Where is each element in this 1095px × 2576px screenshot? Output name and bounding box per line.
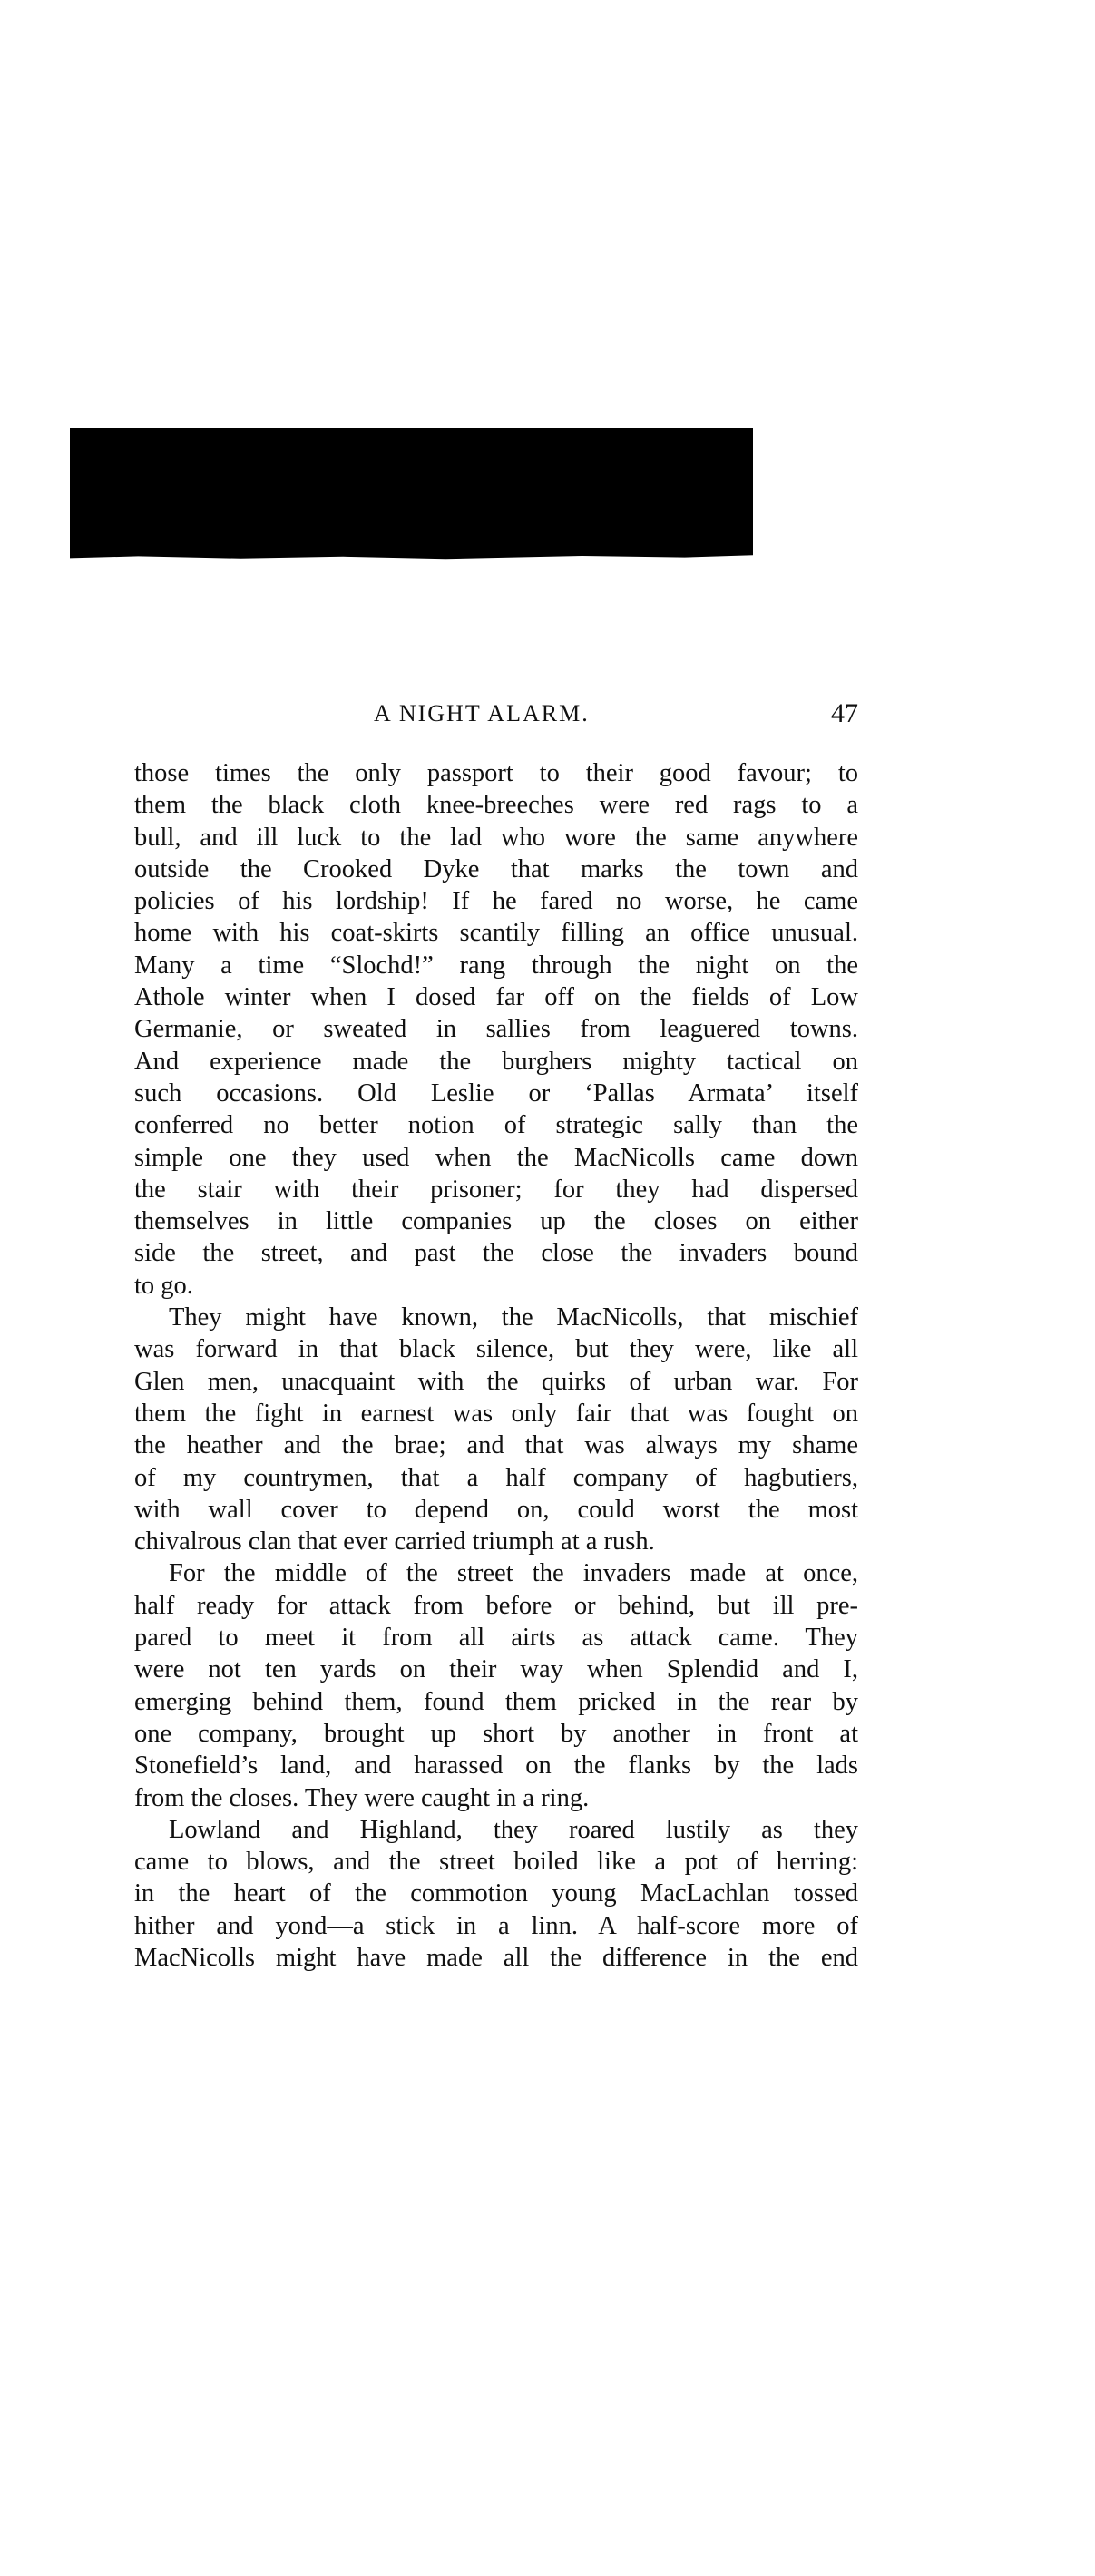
- text-line: And experience made the burghers mighty tactical on: [134, 1047, 858, 1076]
- text-line: chivalrous clan that ever carried triumph at a rush.: [134, 1527, 655, 1556]
- text-line: Glen men, unacquaint with the quirks of urban war. For: [134, 1367, 858, 1396]
- text-line: came to blows, and the street boiled like a pot of herring:: [134, 1848, 858, 1877]
- text-line: Germanie, or sweated in sallies from leaguered towns.: [134, 1015, 858, 1044]
- text-line: emerging behind them, found them pricked in the rear by: [134, 1687, 858, 1716]
- text-line: was forward in that black silence, but they were, like all: [134, 1335, 858, 1364]
- text-line: were not ten yards on their way when Splendid and I,: [134, 1655, 858, 1684]
- text-line: half ready for attack from before or behind, but ill pre-: [134, 1591, 858, 1620]
- text-line: simple one they used when the MacNicolls came down: [134, 1143, 858, 1172]
- page-number: 47: [831, 698, 858, 728]
- text-line: them the fight in earnest was only fair that was fought on: [134, 1399, 858, 1428]
- text-line: side the street, and past the close the invaders bound: [134, 1239, 858, 1268]
- text-line: policies of his lordship! If he fared no worse, he came: [134, 887, 858, 916]
- running-head: [134, 698, 858, 735]
- text-line: hither and yond—a stick in a linn. A half-score more of: [134, 1911, 858, 1940]
- text-line: from the closes. They were caught in a ring.: [134, 1783, 590, 1812]
- text-line: outside the Crooked Dyke that marks the town and: [134, 854, 858, 883]
- text-line: to go.: [134, 1271, 193, 1300]
- running-title: A NIGHT ALARM.: [374, 700, 590, 727]
- text-line: with wall cover to depend on, could worst the most: [134, 1495, 858, 1524]
- text-line: of my countrymen, that a half company of hagbutiers,: [134, 1463, 858, 1492]
- body-text: [134, 757, 858, 1974]
- text-line: such occasions. Old Leslie or ‘Pallas Armata’ itself: [134, 1078, 858, 1107]
- text-line: one company, brought up short by another in front at: [134, 1719, 858, 1748]
- text-line: Stonefield’s land, and harassed on the flanks by the lads: [134, 1751, 858, 1781]
- text-line: those times the only passport to their good favour; to: [134, 759, 858, 787]
- text-line: home with his coat-skirts scantily filling an office unusual.: [134, 919, 858, 948]
- text-line: Many a time “Slochd!” rang through the night on the: [134, 951, 858, 980]
- text-line: them the black cloth knee-breeches were red rags to a: [134, 791, 858, 820]
- text-line: bull, and ill luck to the lad who wore the same anywhere: [134, 823, 858, 852]
- text-line: MacNicolls might have made all the difference in the end: [134, 1943, 858, 1972]
- text-line: in the heart of the commotion young MacLachlan tossed: [134, 1879, 858, 1908]
- text-line: They might have known, the MacNicolls, that mischief: [169, 1303, 858, 1332]
- text-line: themselves in little companies up the closes on either: [134, 1207, 858, 1236]
- text-line: the heather and the brae; and that was always my shame: [134, 1431, 858, 1460]
- text-line: For the middle of the street the invaders made at once,: [169, 1559, 858, 1588]
- text-line: Athole winter when I dosed far off on the fields of Low: [134, 983, 858, 1012]
- text-line: Lowland and Highland, they roared lustily as they: [169, 1815, 858, 1844]
- text-line: the stair with their prisoner; for they had dispersed: [134, 1175, 858, 1204]
- redaction-block: [70, 428, 753, 554]
- text-line: pared to meet it from all airts as attack came. They: [134, 1624, 858, 1653]
- text-line: conferred no better notion of strategic sally than the: [134, 1111, 858, 1140]
